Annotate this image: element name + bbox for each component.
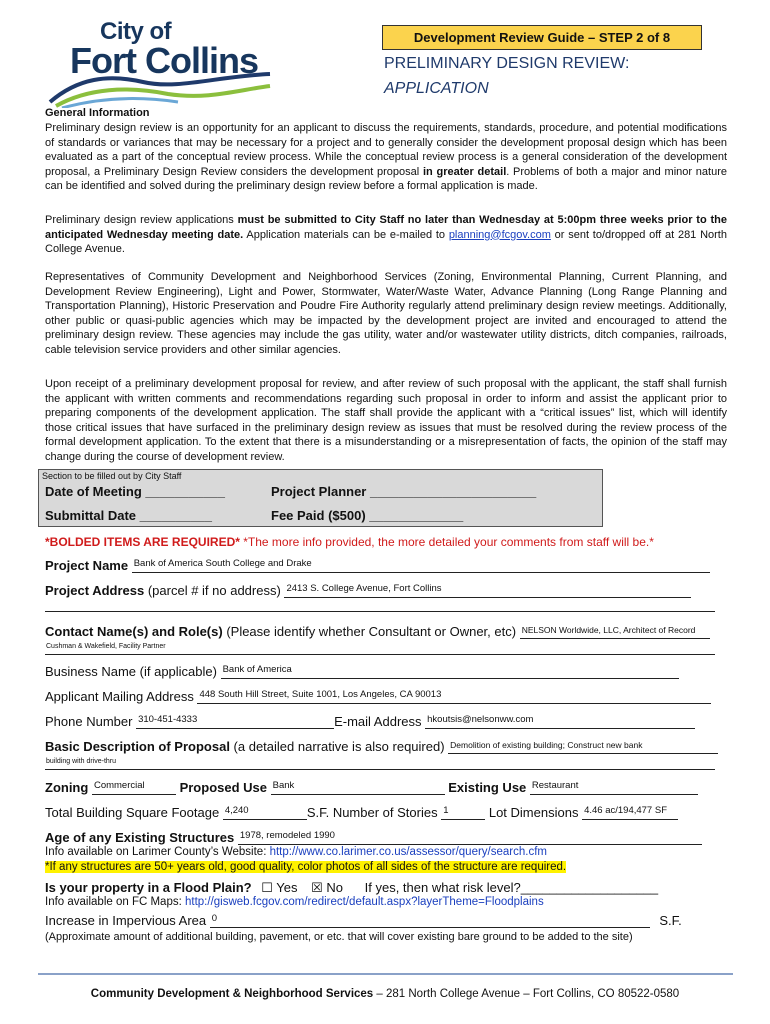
larimer-info bbox=[45, 846, 547, 858]
general-information-heading: General Information bbox=[45, 107, 150, 119]
project-address-value: 2413 S. College Avenue, Fort Collins bbox=[286, 583, 442, 594]
project-name-row bbox=[45, 558, 710, 573]
zoning-value: Commercial bbox=[93, 780, 145, 791]
project-name-label: Project Name bbox=[45, 558, 129, 573]
page-footer bbox=[0, 988, 770, 1000]
description-row bbox=[45, 739, 718, 754]
contact-input[interactable] bbox=[520, 625, 710, 639]
contact-value-continued: Cushman & Wakefield, Facility Partner bbox=[46, 643, 166, 650]
deadline-text-end: or sent to/dropped off at 281 North College Avenue. bbox=[45, 228, 727, 255]
business-value: Bank of America bbox=[222, 664, 292, 675]
flood-no-label: No bbox=[326, 880, 343, 895]
proposed-use-label: Proposed Use bbox=[179, 780, 267, 795]
description-value-continued: building with drive-thru bbox=[46, 758, 117, 765]
mailing-address-value: 448 South Hill Street, Suite 1001, Los Angeles, CA 90013 bbox=[199, 689, 442, 700]
city-logo bbox=[48, 18, 273, 108]
business-row bbox=[45, 664, 679, 679]
project-name-input[interactable] bbox=[132, 559, 710, 573]
required-notice-text: *The more info provided, the more detailed your comments from staff will be.* bbox=[239, 535, 654, 549]
flood-yes-checkbox[interactable]: ☐ bbox=[261, 880, 273, 895]
flood-plain-label: Is your property in a Flood Plain? bbox=[45, 880, 252, 895]
lot-dimensions-value: 4.46 ac/194,477 SF bbox=[584, 805, 667, 816]
phone-input[interactable] bbox=[136, 715, 334, 729]
impervious-input[interactable] bbox=[210, 914, 650, 928]
phone-label: Phone Number bbox=[45, 714, 133, 729]
page-title: PRELIMINARY DESIGN REVIEW: bbox=[384, 55, 630, 72]
paragraph-deadline bbox=[45, 213, 727, 257]
project-address-line-2 bbox=[45, 611, 715, 612]
email-value: hkoutsis@nelsonww.com bbox=[427, 714, 534, 725]
submittal-date-field: Submittal Date __________ bbox=[45, 508, 212, 523]
zoning-row bbox=[45, 780, 698, 795]
required-notice bbox=[45, 535, 654, 549]
project-address-note: (parcel # if no address) bbox=[144, 583, 281, 598]
contact-value: NELSON Worldwide, LLC, Architect of Record bbox=[521, 625, 696, 635]
logo-city-text: City of bbox=[100, 18, 172, 45]
description-line-2 bbox=[45, 769, 715, 770]
phone-value: 310-451-4333 bbox=[138, 714, 198, 725]
mailing-address-row bbox=[45, 689, 711, 704]
stories-input[interactable] bbox=[441, 806, 485, 820]
page-subtitle: APPLICATION bbox=[384, 80, 489, 97]
fc-maps-info bbox=[45, 896, 544, 908]
stories-value: 1 bbox=[443, 805, 449, 816]
existing-use-input[interactable] bbox=[530, 781, 698, 795]
fc-maps-link[interactable]: http://gisweb.fcgov.com/redirect/default.aspx?layerTheme=Floodplains bbox=[185, 896, 544, 908]
paragraph-overview-text-end: . Problems of both a major and minor nature can be identified and solved during the preliminary design review before a formal application is made. bbox=[45, 165, 727, 192]
date-of-meeting-field: Date of Meeting ___________ bbox=[45, 484, 225, 499]
staff-section-note: Section to be filled out by City Staff bbox=[42, 471, 182, 481]
business-input[interactable] bbox=[221, 665, 679, 679]
zoning-input[interactable] bbox=[92, 781, 176, 795]
fc-maps-text: Info available on FC Maps: bbox=[45, 896, 185, 908]
project-planner-field: Project Planner _______________________ bbox=[271, 484, 537, 499]
building-size-row bbox=[45, 805, 678, 820]
existing-use-label: Existing Use bbox=[448, 780, 527, 795]
planning-email-link[interactable]: planning@fcgov.com bbox=[448, 228, 551, 241]
lot-dimensions-label: Lot Dimensions bbox=[488, 805, 579, 820]
contact-note: (Please identify whether Consultant or Owner, etc) bbox=[222, 624, 517, 639]
larimer-assessor-link[interactable]: http://www.co.larimer.co.us/assessor/query/search.cfm bbox=[269, 846, 547, 858]
impervious-area-row bbox=[45, 913, 682, 928]
contact-line-2 bbox=[45, 654, 715, 655]
paragraph-overview-text: Preliminary design review is an opportunity for an applicant to discuss the requirements, standards, procedure, and potential modifications of standards or variances that may be necessary for a project and to generally consider the development proposal design which has been evaluated as a part of the conceptual review process. While the conceptual review process is a general consideration of the development proposal, a Preliminary Design Review considers the development proposal bbox=[45, 122, 727, 178]
logo-landscape-icon bbox=[48, 68, 273, 108]
photos-required-note: *If any structures are 50+ years old, good quality, color photos of all sides of the structure are required. bbox=[45, 861, 567, 873]
deadline-text: Preliminary design review applications bbox=[45, 214, 238, 226]
staff-section bbox=[38, 469, 603, 527]
deadline-bold: must be submitted to City Staff no later than Wednesday at 5:00pm three weeks prior to the anticipated Wednesday meeting date. bbox=[45, 214, 727, 241]
email-input[interactable] bbox=[425, 715, 695, 729]
impervious-note: (Approximate amount of additional building, pavement, or etc. that will cover existing bare ground to be added to the site) bbox=[45, 931, 633, 943]
flood-risk-field: If yes, then what risk level?___________________ bbox=[364, 880, 659, 895]
footer-address: – 281 North College Avenue – Fort Collins, CO 80522-0580 bbox=[373, 988, 680, 1000]
paragraph-overview-bold: in greater detail bbox=[422, 165, 507, 178]
structure-age-row bbox=[45, 830, 702, 845]
project-address-input[interactable] bbox=[284, 584, 691, 598]
footer-divider bbox=[38, 973, 733, 975]
logo-fort-collins-text: Fort Collins bbox=[70, 40, 258, 81]
business-label: Business Name (if applicable) bbox=[45, 664, 217, 679]
proposed-use-input[interactable] bbox=[271, 781, 445, 795]
zoning-label: Zoning bbox=[45, 780, 89, 795]
description-label: Basic Description of Proposal bbox=[45, 739, 230, 754]
proposed-use-value: Bank bbox=[272, 780, 295, 791]
mailing-address-label: Applicant Mailing Address bbox=[45, 689, 194, 704]
stories-label: S.F. Number of Stories bbox=[306, 805, 438, 820]
flood-yes-label: Yes bbox=[276, 880, 298, 895]
email-label: E-mail Address bbox=[334, 714, 422, 729]
impervious-value: 0 bbox=[211, 913, 218, 924]
sqft-value: 4,240 bbox=[224, 805, 249, 816]
lot-dimensions-input[interactable] bbox=[582, 806, 678, 820]
structure-age-value: 1978, remodeled 1990 bbox=[239, 830, 335, 841]
paragraph-representatives: Representatives of Community Development and Neighborhood Services (Zoning, Environmental Planning, Current Planning, and Development Review Engineering), Light and Power, Stormwater, Water/Waste Water, Advance Planning (Long Range Planning and Transportation Planning), Historic Preservation and Poudre Fire Authority regularly attend preliminary design review meetings. Additionally, other public or quasi-public agencies which may be impacted by the development project are invited and encouraged to attend the preliminary design review. These agencies may include the gas utility, water and/or wastewater utility districts, ditch companies, railroads, cable television service providers and other similar agencies. bbox=[45, 271, 727, 356]
deadline-text-mid: Application materials can be e-mailed to bbox=[243, 228, 449, 241]
flood-no-checkbox[interactable]: ☒ bbox=[311, 880, 323, 895]
larimer-info-text: Info available on Larimer County’s Website: bbox=[45, 846, 270, 858]
contact-label: Contact Name(s) and Role(s) bbox=[45, 624, 223, 639]
structure-age-label: Age of any Existing Structures bbox=[45, 830, 235, 845]
description-input[interactable] bbox=[448, 740, 718, 754]
phone-email-row bbox=[45, 714, 695, 729]
project-address-label: Project Address bbox=[45, 583, 145, 598]
description-note: (a detailed narrative is also required) bbox=[229, 739, 445, 754]
step-banner: Development Review Guide – STEP 2 of 8 bbox=[382, 25, 702, 50]
sqft-input[interactable] bbox=[223, 806, 307, 820]
impervious-unit: S.F. bbox=[659, 913, 682, 928]
paragraph-overview bbox=[45, 121, 727, 194]
contact-row bbox=[45, 624, 710, 639]
sqft-label: Total Building Square Footage bbox=[45, 805, 220, 820]
existing-use-value: Restaurant bbox=[531, 780, 579, 791]
mailing-address-input[interactable] bbox=[197, 690, 711, 704]
description-value: Demolition of existing building; Construct new bank bbox=[450, 740, 643, 750]
project-address-row bbox=[45, 583, 691, 598]
paragraph-staff-review: Upon receipt of a preliminary development proposal for review, and after review of such proposal with the applicant, the staff shall furnish the applicant with written comments and recommendations regarding such proposal in order to inform and assist the applicant prior to preparing components of the development application. The staff shall provide the applicant with a “critical issues” list, which will identify those critical issues that have surfaced in the preliminary design review as issues that must be resolved during the review process of the formal development application. To the extent that there is a misunderstanding or a misrepresentation of facts, the opinion of the staff may change during the course of development review. bbox=[45, 378, 727, 463]
fee-paid-field: Fee Paid ($500) _____________ bbox=[271, 508, 464, 523]
flood-plain-row bbox=[45, 880, 658, 896]
footer-department: Community Development & Neighborhood Services bbox=[90, 988, 374, 1000]
project-name-value: Bank of America South College and Drake bbox=[133, 558, 312, 569]
structure-age-input[interactable] bbox=[238, 831, 702, 845]
impervious-label: Increase in Impervious Area bbox=[45, 913, 207, 928]
required-notice-bold: *BOLDED ITEMS ARE REQUIRED* bbox=[45, 535, 240, 549]
